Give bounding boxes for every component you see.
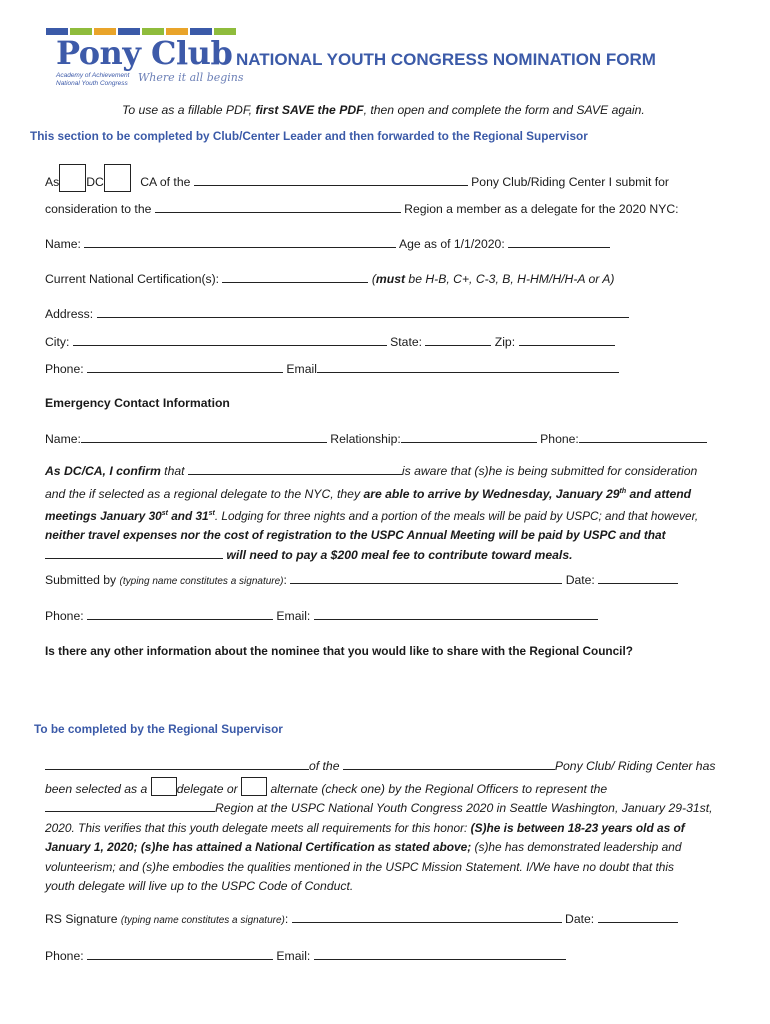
relationship-field[interactable] — [401, 430, 537, 443]
email-field-2[interactable] — [314, 607, 598, 620]
consideration-label: consideration to the — [45, 202, 152, 216]
submitted-by-field[interactable] — [290, 571, 562, 584]
confirmation-paragraph: As DC/CA, I confirm that is aware that (s)he is being submitted for consideration and the if selected as a regional delegate to the NYC, they are able to arrive by Wednesday, January 29th and attend meetings January 30st and 31st. Lodging for three nights and a portion of the meals will be paid by USPC; and that however, neither travel expenses nor the cost of registration to the USPC Annual Meeting will be paid by USPC and that will need to pay a $200 meal fee to contribute toward meals. — [45, 464, 699, 562]
phone-field-3[interactable] — [87, 947, 273, 960]
email-label-3: Email: — [276, 949, 311, 963]
emergency-phone-field[interactable] — [579, 430, 707, 443]
city-field[interactable] — [73, 333, 387, 346]
email-field-3[interactable] — [314, 947, 566, 960]
emergency-heading: Emergency Contact Information — [45, 396, 230, 410]
row-phone-email-2 — [45, 607, 598, 624]
rs-signature-field[interactable] — [292, 910, 562, 923]
age-label: Age as of 1/1/2020: — [399, 237, 505, 251]
phone-label: Phone: — [45, 362, 84, 376]
dc-checkbox[interactable] — [59, 164, 86, 192]
logo-wordmark: Pony Club — [56, 34, 233, 72]
dc-label: DC — [86, 175, 104, 189]
zip-label: Zip: — [494, 335, 516, 349]
address-label: Address: — [45, 307, 94, 321]
delegate-name-field[interactable] — [45, 757, 309, 770]
state-field[interactable] — [425, 333, 491, 346]
submitted-by-label: Submitted by — [45, 573, 117, 587]
row-address — [45, 305, 629, 322]
email-label-2: Email: — [276, 609, 311, 623]
additional-info-question: Is there any other information about the nominee that you would like to share with the Regional Council? — [45, 644, 633, 658]
as-label: As — [45, 175, 60, 189]
club-suffix-label: Pony Club/Riding Center I submit for — [471, 175, 669, 189]
alternate-checkbox[interactable] — [241, 777, 267, 796]
row-rs-signature: RS Signature (typing name constitutes a signature): Date: — [45, 910, 678, 929]
logo-subtitle-2: National Youth Congress — [56, 80, 128, 87]
instructions: To use as a fillable PDF, first SAVE the PDF, then open and complete the form and SAVE again. — [122, 103, 645, 117]
row-as-dc-ca — [45, 164, 669, 192]
email-label: Email — [286, 362, 317, 376]
row-name-age — [45, 235, 610, 252]
certification-note: (must be H-B, C+, C-3, B, H-HM/H/H-A or A) — [371, 272, 615, 286]
logo-tagline: Where it all begins — [138, 71, 244, 84]
ca-of-the-label: CA of the — [140, 175, 191, 189]
member-name-field-2[interactable] — [45, 546, 223, 559]
date-field[interactable] — [598, 571, 678, 584]
row-consideration — [45, 200, 679, 217]
row-phone-email — [45, 360, 619, 377]
date-label: Date: — [565, 573, 595, 587]
row-phone-email-3 — [45, 947, 566, 964]
club-name-field[interactable] — [194, 173, 468, 186]
logo-subtitle-1: Academy of Achievement — [56, 72, 130, 79]
state-label: State: — [390, 335, 422, 349]
signature-note: (typing name constitutes a signature) — [119, 576, 284, 587]
row-submitted-by: Submitted by (typing name constitutes a signature): Date: — [45, 571, 678, 590]
member-name-field[interactable] — [188, 462, 402, 475]
name-label: Name: — [45, 237, 81, 251]
form-title: NATIONAL YOUTH CONGRESS NOMINATION FORM — [236, 50, 656, 69]
region-suffix-label: Region a member as a delegate for the 2020 NYC: — [404, 202, 679, 216]
row-emergency — [45, 430, 707, 447]
address-field[interactable] — [97, 305, 629, 318]
zip-field[interactable] — [519, 333, 615, 346]
name-field[interactable] — [84, 235, 396, 248]
email-field[interactable] — [317, 360, 619, 373]
phone-label-3: Phone: — [45, 949, 84, 963]
emergency-name-label: Name: — [45, 432, 81, 446]
rs-region-field[interactable] — [45, 799, 215, 812]
rs-signature-note: (typing name constitutes a signature) — [120, 915, 285, 926]
emergency-name-field[interactable] — [81, 430, 327, 443]
age-field[interactable] — [508, 235, 610, 248]
rs-signature-label: RS Signature — [45, 912, 118, 926]
row-city — [45, 333, 615, 350]
emergency-phone-label: Phone: — [540, 432, 579, 446]
relationship-label: Relationship: — [330, 432, 401, 446]
phone-field[interactable] — [87, 360, 283, 373]
delegate-checkbox[interactable] — [151, 777, 177, 796]
rs-club-field[interactable] — [343, 757, 555, 770]
certification-field[interactable] — [222, 270, 368, 283]
city-label: City: — [45, 335, 70, 349]
rs-paragraph: of the Pony Club/ Riding Center has been selected as a delegate or alternate (check one) by the Regional Officers to represent the Region at the USPC National Youth Congress 2020 in Seattle Washington, January 29-31st, 2020. This verifies that this youth delegate meets all requirements for this honor: (S)he is between 18-23 years old as of January 1, 2020; (s)he has attained a National Certification as stated above; (s)he has demonstrated leadership and volunteerism; and (s)he embodies the qualities mentioned in the USPC Mission Statement. I/We have no doubt that this youth delegate will live up to the USPC Code of Conduct. — [45, 759, 716, 893]
region-field[interactable] — [155, 200, 401, 213]
rs-date-field[interactable] — [598, 910, 678, 923]
ca-checkbox[interactable] — [104, 164, 131, 192]
rs-date-label: Date: — [565, 912, 595, 926]
phone-label-2: Phone: — [45, 609, 84, 623]
phone-field-2[interactable] — [87, 607, 273, 620]
section2-heading: To be completed by the Regional Supervisor — [34, 722, 283, 736]
row-certification — [45, 270, 614, 287]
certification-label: Current National Certification(s): — [45, 272, 220, 286]
section1-heading: This section to be completed by Club/Center Leader and then forwarded to the Regional Supervisor — [30, 129, 588, 143]
